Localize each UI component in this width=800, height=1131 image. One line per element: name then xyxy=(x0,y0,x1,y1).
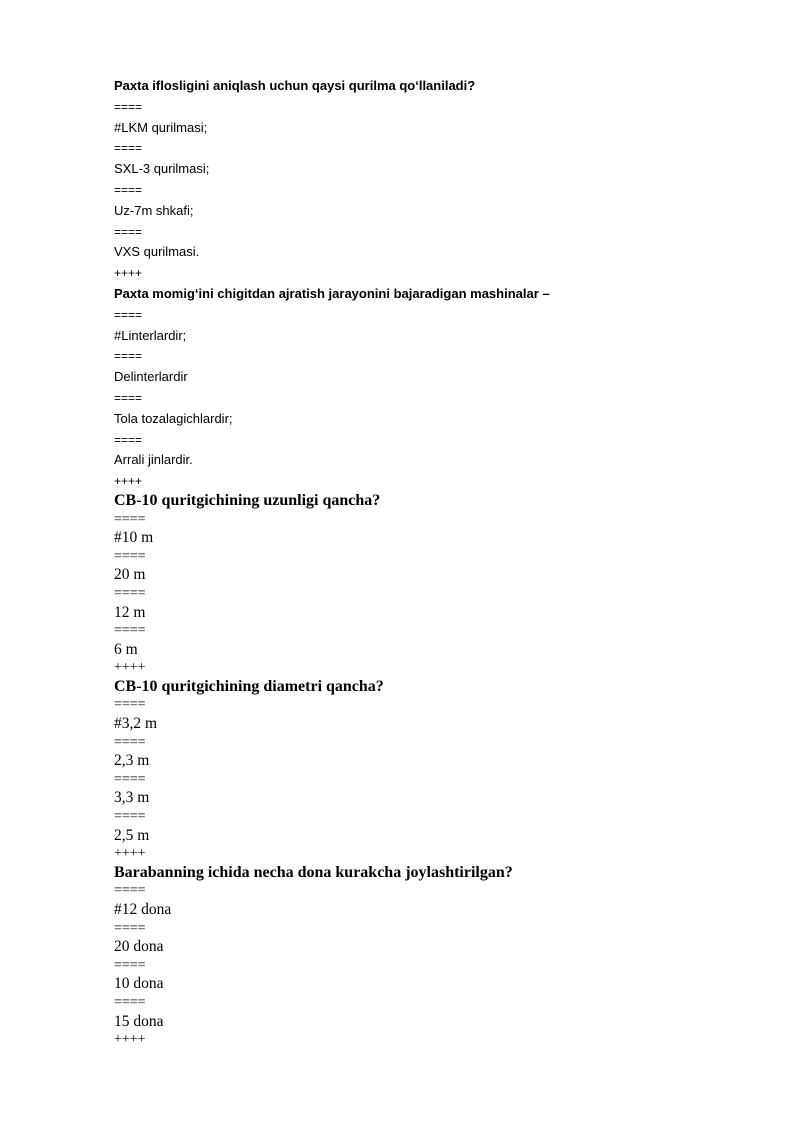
option: Uz-7m shkafi; xyxy=(114,202,194,218)
separator: ==== xyxy=(114,99,143,114)
option-correct: #3,2 m xyxy=(114,715,158,733)
terminator: ++++ xyxy=(114,1032,146,1048)
separator: ==== xyxy=(114,141,143,156)
separator: ==== xyxy=(114,585,146,601)
terminator: ++++ xyxy=(114,266,143,281)
separator: ==== xyxy=(114,697,146,713)
separator: ==== xyxy=(114,957,146,973)
terminator: ++++ xyxy=(114,474,143,489)
document-page xyxy=(114,76,734,1050)
option: 12 m xyxy=(114,603,146,621)
separator: ==== xyxy=(114,390,143,405)
option: 15 dona xyxy=(114,1012,164,1030)
terminator: ++++ xyxy=(114,846,146,862)
separator: ==== xyxy=(114,307,143,322)
separator: ==== xyxy=(114,809,146,825)
option: Tola tozalagichlardir; xyxy=(114,410,233,426)
option: 20 dona xyxy=(114,938,164,956)
option-correct: #Linterlardir; xyxy=(114,327,187,343)
option: 10 dona xyxy=(114,975,164,993)
option: 20 m xyxy=(114,566,146,584)
option: 6 m xyxy=(114,640,138,658)
question-text: Paxta iflosligini aniqlash uchun qaysi qurilma qo‘llaniladi? xyxy=(114,78,476,93)
separator: ==== xyxy=(114,432,143,447)
separator: ==== xyxy=(114,920,146,936)
separator: ==== xyxy=(114,224,143,239)
question-block xyxy=(114,864,734,1050)
option-correct: #10 m xyxy=(114,529,154,547)
option-correct: #LKM qurilmasi; xyxy=(114,119,208,135)
option: 3,3 m xyxy=(114,789,150,807)
separator: ==== xyxy=(114,182,143,197)
separator: ==== xyxy=(114,349,143,364)
option: 2,3 m xyxy=(114,752,150,770)
separator: ==== xyxy=(114,883,146,899)
question-block xyxy=(114,678,734,864)
separator: ==== xyxy=(114,771,146,787)
option: Delinterlardir xyxy=(114,369,188,385)
question-text: Barabanning ichida necha dona kurakcha joylashtirilgan? xyxy=(114,863,513,881)
option: 2,5 m xyxy=(114,826,150,844)
separator: ==== xyxy=(114,548,146,564)
option: SXL-3 qurilmasi; xyxy=(114,161,210,177)
question-block xyxy=(114,284,734,492)
question-text: Paxta momig‘ini chigitdan ajratish jarayonini bajaradigan mashinalar – xyxy=(114,285,550,301)
option: Arrali jinlardir. xyxy=(114,452,193,468)
separator: ==== xyxy=(114,734,146,750)
question-block xyxy=(114,492,734,678)
separator: ==== xyxy=(114,994,146,1010)
option: VXS qurilmasi. xyxy=(114,244,200,260)
question-text: CB-10 quritgichining diametri qancha? xyxy=(114,677,384,695)
terminator: ++++ xyxy=(114,660,146,676)
question-block xyxy=(114,76,734,284)
question-text: CB-10 quritgichining uzunligi qancha? xyxy=(114,491,381,509)
separator: ==== xyxy=(114,623,146,639)
separator: ==== xyxy=(114,511,146,527)
option-correct: #12 dona xyxy=(114,901,172,918)
